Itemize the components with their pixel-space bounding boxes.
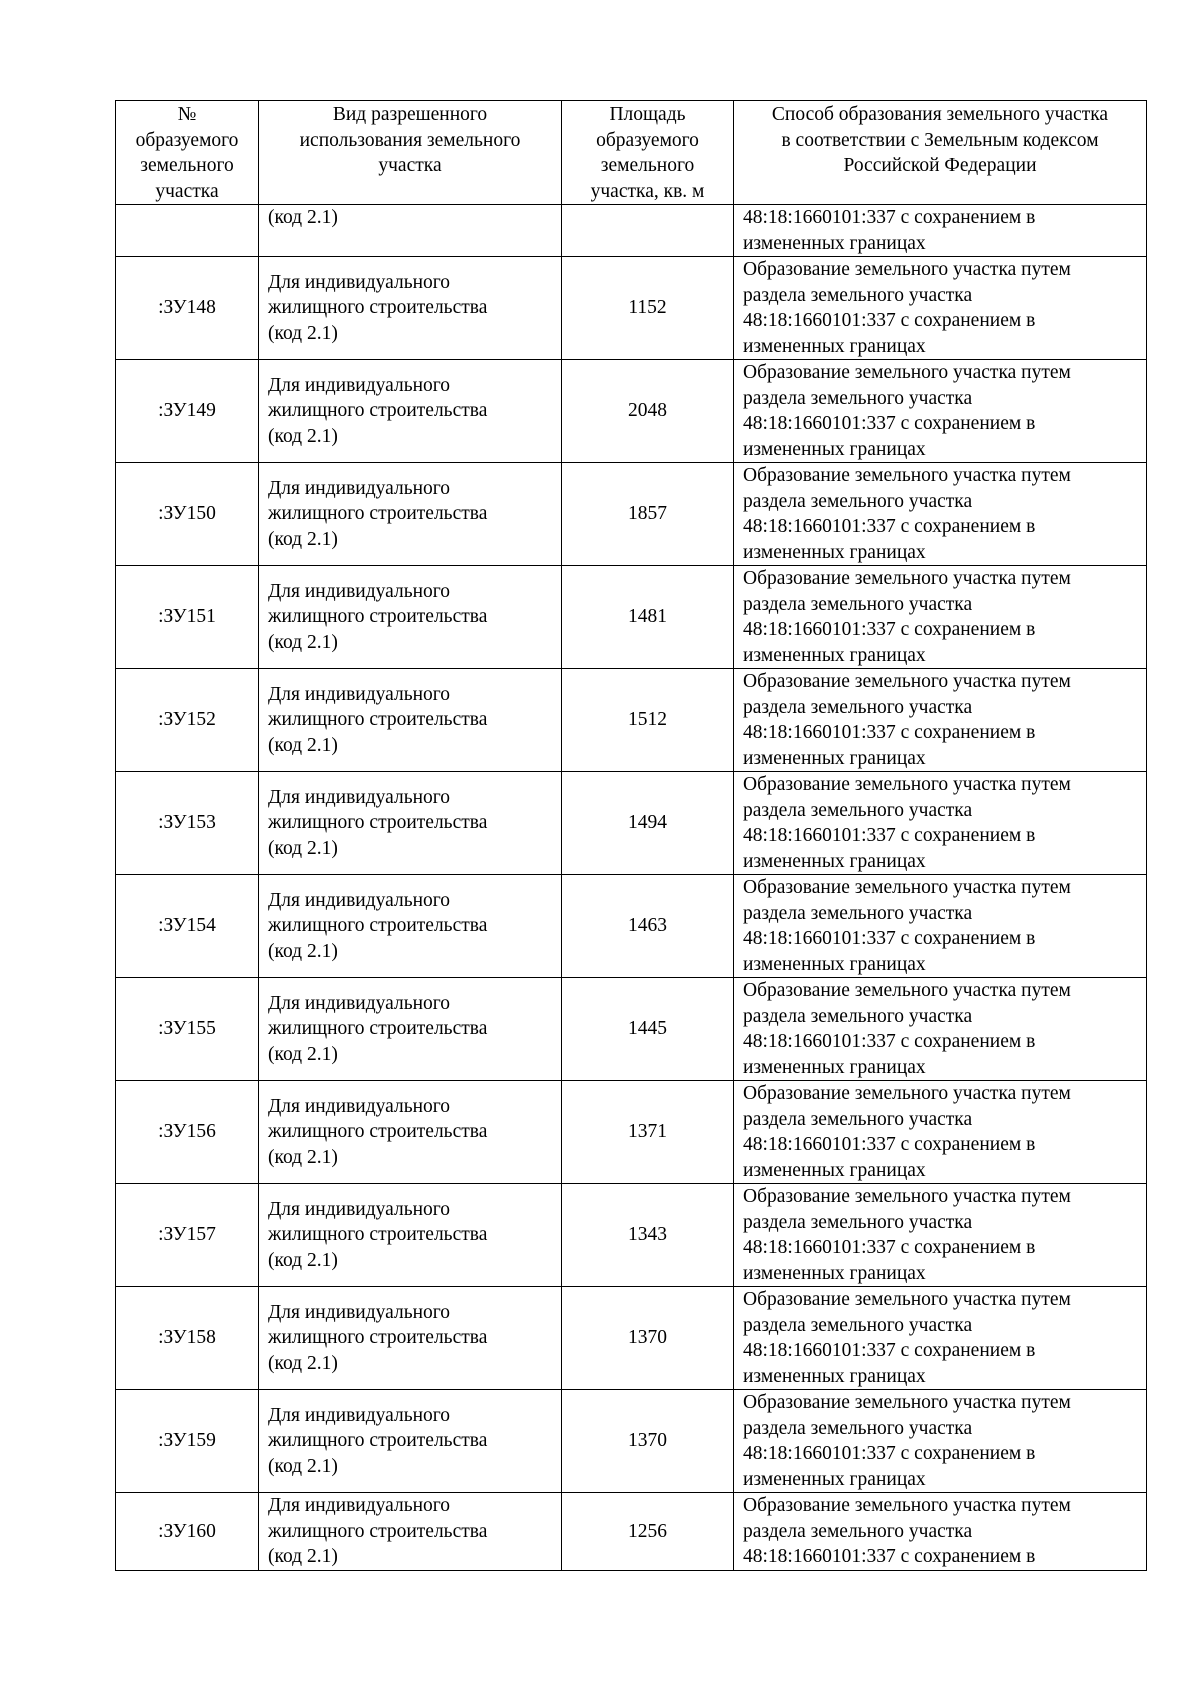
text-line: участка (378, 155, 442, 176)
text-line: жилищного строительства (268, 297, 488, 319)
table-row (116, 463, 1147, 566)
cell-plot-number: :ЗУ154 (116, 875, 259, 978)
text-line: 48:18:1660101:337 с сохранением в (743, 413, 1036, 434)
text-line: Площадь (609, 104, 686, 125)
cell-plot-number: :ЗУ159 (116, 1390, 259, 1493)
cell-formation-method (734, 360, 1147, 463)
text-line: (код 2.1) (268, 1546, 338, 1567)
text-line: Образование земельного участка путем (743, 1186, 1071, 1207)
cell-formation-method (734, 875, 1147, 978)
text-line: жилищного строительства (268, 1520, 488, 1542)
text-line: измененных границах (743, 953, 926, 975)
cell-plot-area: 1256 (562, 1493, 734, 1571)
text-line: Образование земельного участка путем (743, 877, 1071, 898)
text-line: (код 2.1) (268, 1043, 338, 1065)
text-line: Образование земельного участка путем (743, 671, 1071, 692)
cell-plot-area: 1371 (562, 1081, 734, 1184)
text-line: жилищного строительства (268, 1121, 488, 1143)
text-line: Для индивидуального (268, 374, 451, 396)
cell-permitted-use (259, 772, 562, 875)
cell-plot-number: :ЗУ149 (116, 360, 259, 463)
text-line: жилищного строительства (268, 1224, 488, 1246)
cell-permitted-use (259, 1390, 562, 1493)
table-row (116, 1287, 1147, 1390)
table-row (116, 360, 1147, 463)
cell-permitted-use (259, 257, 562, 360)
text-line: 48:18:1660101:337 с сохранением в (743, 310, 1036, 331)
text-line: Способ образования земельного участка (771, 104, 1109, 125)
cell-plot-number: :ЗУ158 (116, 1287, 259, 1390)
table-row (116, 1390, 1147, 1493)
cell-permitted-use (259, 1287, 562, 1390)
text-line: Образование земельного участка путем (743, 1083, 1071, 1104)
text-line: раздела земельного участка (743, 1108, 973, 1130)
cell-plot-area: 2048 (562, 360, 734, 463)
text-line: измененных границах (743, 232, 926, 254)
text-line: раздела земельного участка (743, 799, 973, 821)
cell-plot-area (562, 205, 734, 257)
cell-plot-area: 1512 (562, 669, 734, 772)
text-line: раздела земельного участка (743, 1005, 973, 1027)
header-plot-number (116, 101, 259, 205)
text-line: Образование земельного участка путем (743, 980, 1071, 1001)
text-line: 48:18:1660101:337 с сохранением в (743, 1237, 1036, 1258)
land-plots-table (115, 100, 1147, 1571)
text-line: Для индивидуального (268, 992, 451, 1014)
text-line: (код 2.1) (268, 1352, 338, 1374)
text-line: Для индивидуального (268, 271, 451, 293)
text-line: Для индивидуального (268, 786, 451, 808)
cell-formation-method (734, 669, 1147, 772)
text-line: Для индивидуального (268, 580, 451, 602)
text-line: измененных границах (743, 438, 926, 460)
text-line: (код 2.1) (268, 631, 338, 653)
text-line: раздела земельного участка (743, 284, 973, 306)
cell-formation-method (734, 1493, 1147, 1571)
text-line: жилищного строительства (268, 503, 488, 525)
text-line: 48:18:1660101:337 с сохранением в (743, 1546, 1036, 1567)
text-line: Для индивидуального (268, 683, 451, 705)
cell-formation-method (734, 566, 1147, 669)
cell-plot-area: 1494 (562, 772, 734, 875)
text-line: измененных границах (743, 1056, 926, 1078)
text-line: Для индивидуального (268, 1198, 451, 1220)
cell-plot-area: 1343 (562, 1184, 734, 1287)
cell-formation-method (734, 1184, 1147, 1287)
text-line: Образование земельного участка путем (743, 1289, 1071, 1310)
text-line: жилищного строительства (268, 709, 488, 731)
text-line: (код 2.1) (268, 837, 338, 859)
cell-formation-method (734, 1390, 1147, 1493)
text-line: измененных границах (743, 1468, 926, 1490)
text-line: жилищного строительства (268, 812, 488, 834)
table-row (116, 1493, 1147, 1571)
cell-permitted-use (259, 1081, 562, 1184)
text-line: раздела земельного участка (743, 1417, 973, 1439)
text-line: в соответствии с Земельным кодексом (781, 129, 1099, 151)
cell-formation-method (734, 772, 1147, 875)
text-line: измененных границах (743, 1365, 926, 1387)
text-line: использования земельного (299, 129, 521, 151)
table-row (116, 566, 1147, 669)
cell-plot-number: :ЗУ156 (116, 1081, 259, 1184)
cell-plot-number: :ЗУ155 (116, 978, 259, 1081)
table-row (116, 1184, 1147, 1287)
text-line: жилищного строительства (268, 1018, 488, 1040)
text-line: измененных границах (743, 644, 926, 666)
cell-permitted-use (259, 205, 562, 257)
text-line: жилищного строительства (268, 1327, 488, 1349)
text-line: раздела земельного участка (743, 387, 973, 409)
cell-permitted-use (259, 669, 562, 772)
cell-permitted-use (259, 1184, 562, 1287)
text-line: измененных границах (743, 1262, 926, 1284)
cell-plot-area: 1370 (562, 1390, 734, 1493)
text-line: (код 2.1) (268, 207, 338, 228)
text-line: (код 2.1) (268, 940, 338, 962)
text-line: (код 2.1) (268, 425, 338, 447)
table-row (116, 1081, 1147, 1184)
text-line: (код 2.1) (268, 734, 338, 756)
cell-formation-method (734, 463, 1147, 566)
text-line: раздела земельного участка (743, 1520, 973, 1542)
text-line: измененных границах (743, 541, 926, 563)
text-line: раздела земельного участка (743, 490, 973, 512)
text-line: Образование земельного участка путем (743, 1392, 1071, 1413)
text-line: Для индивидуального (268, 1095, 451, 1117)
text-line: Образование земельного участка путем (743, 362, 1071, 383)
text-line: Для индивидуального (268, 889, 451, 911)
cell-permitted-use (259, 566, 562, 669)
cell-plot-number: :ЗУ157 (116, 1184, 259, 1287)
text-line: раздела земельного участка (743, 696, 973, 718)
cell-plot-number: :ЗУ160 (116, 1493, 259, 1571)
text-line: 48:18:1660101:337 с сохранением в (743, 1134, 1036, 1155)
text-line: 48:18:1660101:337 с сохранением в (743, 207, 1036, 228)
text-line: Для индивидуального (268, 1301, 451, 1323)
document-page (115, 100, 1146, 1571)
text-line: Образование земельного участка путем (743, 259, 1071, 280)
text-line: (код 2.1) (268, 528, 338, 550)
text-line: 48:18:1660101:337 с сохранением в (743, 1031, 1036, 1052)
text-line: измененных границах (743, 1159, 926, 1181)
cell-plot-number: :ЗУ148 (116, 257, 259, 360)
text-line: Образование земельного участка путем (743, 1495, 1071, 1516)
text-line: раздела земельного участка (743, 1314, 973, 1336)
cell-plot-area: 1445 (562, 978, 734, 1081)
cell-formation-method (734, 257, 1147, 360)
text-line: Для индивидуального (268, 477, 451, 499)
cell-plot-number (116, 205, 259, 257)
text-line: Для индивидуального (268, 1495, 451, 1516)
cell-formation-method (734, 1081, 1147, 1184)
text-line: № (177, 104, 197, 125)
header-permitted-use (259, 101, 562, 205)
cell-permitted-use (259, 360, 562, 463)
text-line: участка, кв. м (590, 180, 705, 202)
text-line: 48:18:1660101:337 с сохранением в (743, 722, 1036, 743)
cell-formation-method (734, 1287, 1147, 1390)
text-line: Образование земельного участка путем (743, 568, 1071, 589)
text-line: 48:18:1660101:337 с сохранением в (743, 1340, 1036, 1361)
text-line: жилищного строительства (268, 1430, 488, 1452)
text-line: (код 2.1) (268, 1249, 338, 1271)
text-line: образуемого (596, 129, 699, 151)
cell-permitted-use (259, 875, 562, 978)
text-line: земельного (140, 155, 234, 176)
text-line: 48:18:1660101:337 с сохранением в (743, 928, 1036, 949)
text-line: земельного (600, 155, 695, 176)
header-plot-area (562, 101, 734, 205)
cell-plot-area: 1152 (562, 257, 734, 360)
cell-plot-area: 1857 (562, 463, 734, 566)
table-row (116, 257, 1147, 360)
cell-plot-number: :ЗУ153 (116, 772, 259, 875)
cell-plot-number: :ЗУ152 (116, 669, 259, 772)
text-line: (код 2.1) (268, 322, 338, 344)
text-line: измененных границах (743, 335, 926, 357)
text-line: участка (155, 180, 219, 202)
text-line: (код 2.1) (268, 1455, 338, 1477)
table-row (116, 875, 1147, 978)
table-row-continued (116, 205, 1147, 257)
text-line: Образование земельного участка путем (743, 465, 1071, 486)
text-line: Российской Федерации (843, 155, 1037, 176)
header-formation-method (734, 101, 1147, 205)
text-line: 48:18:1660101:337 с сохранением в (743, 516, 1036, 537)
text-line: (код 2.1) (268, 1146, 338, 1168)
table-header-row (116, 101, 1147, 205)
text-line: измененных границах (743, 747, 926, 769)
table-row (116, 978, 1147, 1081)
table-row (116, 772, 1147, 875)
cell-permitted-use (259, 463, 562, 566)
text-line: жилищного строительства (268, 606, 488, 628)
text-line: 48:18:1660101:337 с сохранением в (743, 1443, 1036, 1464)
cell-plot-number: :ЗУ150 (116, 463, 259, 566)
text-line: раздела земельного участка (743, 593, 973, 615)
cell-plot-area: 1481 (562, 566, 734, 669)
table-row (116, 669, 1147, 772)
text-line: 48:18:1660101:337 с сохранением в (743, 825, 1036, 846)
text-line: жилищного строительства (268, 915, 488, 937)
cell-plot-area: 1463 (562, 875, 734, 978)
text-line: Для индивидуального (268, 1404, 451, 1426)
cell-formation-method (734, 978, 1147, 1081)
text-line: Образование земельного участка путем (743, 774, 1071, 795)
text-line: раздела земельного участка (743, 902, 973, 924)
text-line: 48:18:1660101:337 с сохранением в (743, 619, 1036, 640)
text-line: раздела земельного участка (743, 1211, 973, 1233)
cell-permitted-use (259, 978, 562, 1081)
text-line: жилищного строительства (268, 400, 488, 422)
cell-formation-method (734, 205, 1147, 257)
text-line: образуемого (135, 129, 239, 151)
text-line: измененных границах (743, 850, 926, 872)
cell-permitted-use (259, 1493, 562, 1571)
cell-plot-number: :ЗУ151 (116, 566, 259, 669)
text-line: Вид разрешенного (332, 104, 488, 125)
cell-plot-area: 1370 (562, 1287, 734, 1390)
